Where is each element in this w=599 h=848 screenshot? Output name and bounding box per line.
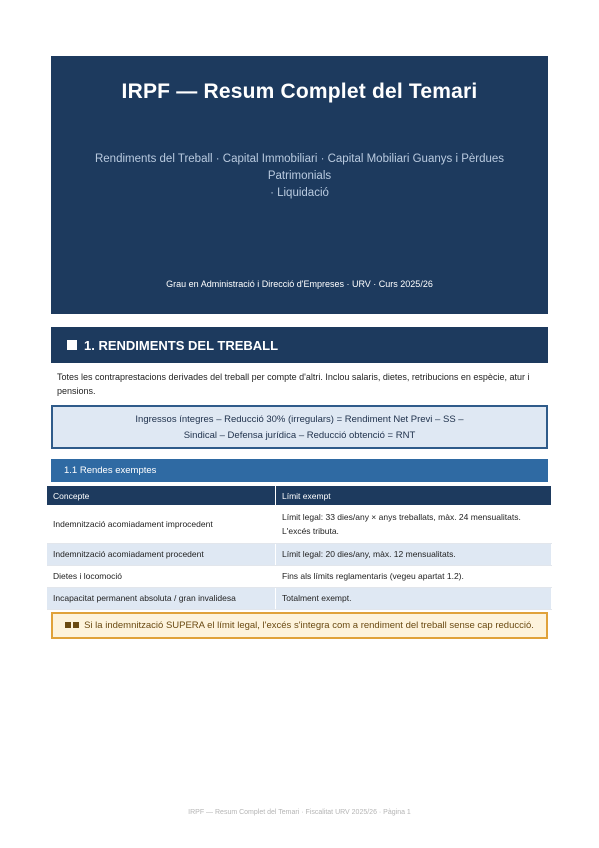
cell-concept: Dietes i locomoció [47, 565, 276, 587]
document-title: IRPF — Resum Complet del Temari [121, 80, 478, 103]
warning-icon [65, 622, 71, 628]
page-footer: IRPF — Resum Complet del Temari · Fiscalitat URV 2025/26 · Pàgina 1 [188, 809, 411, 816]
square-bullet-icon [67, 340, 77, 350]
table-row [47, 505, 552, 543]
subtitle-line-2: · Liquidació [270, 187, 329, 199]
table-row [47, 543, 552, 565]
cell-limit: Límit legal: 20 dies/any, màx. 12 mensualitats. [276, 543, 552, 565]
cell-concept: Incapacitat permanent absoluta / gran invalidesa [47, 587, 276, 609]
cell-limit [276, 505, 552, 543]
column-header-concept: Concepte [47, 486, 276, 505]
warning-icon [73, 622, 79, 628]
cell-limit: Fins als límits reglamentaris (vegeu apartat 1.2). [276, 565, 552, 587]
subtitle-line-1: Rendiments del Treball · Capital Immobiliari · Capital Mobiliari Guanys i Pèrdues Patrimonials [94, 153, 505, 182]
warning-text: Si la indemnització SUPERA el límit legal, l'excés s'integra com a rendiment del treball sense cap reducció. [84, 620, 534, 631]
section-heading [51, 327, 548, 363]
cell-limit-line-2: L'excés tributa. [282, 525, 339, 536]
column-header-limit: Límit exempt [276, 486, 552, 505]
table-row [47, 565, 552, 587]
formula-line-1: Ingressos íntegres – Reducció 30% (irregulars) = Rendiment Net Previ – SS – [135, 414, 464, 425]
cell-limit: Totalment exempt. [276, 587, 552, 609]
formula-box [51, 405, 548, 449]
warning-callout [51, 612, 548, 639]
title-banner [51, 56, 548, 314]
document-subtitle [69, 151, 530, 202]
course-info: Grau en Administració i Direcció d'Empreses · URV · Curs 2025/26 [166, 279, 433, 289]
formula-line-2: Sindical – Defensa jurídica – Reducció obtenció = RNT [183, 430, 416, 441]
cell-concept: Indemnització acomiadament improcedent [47, 505, 276, 543]
section-intro: Totes les contraprestacions derivades del treball per compte d'altri. Inclou salaris, dietes, retribucions en espècie, atur i pensions. [57, 372, 530, 396]
section-title: 1. RENDIMENTS DEL TREBALL [84, 337, 279, 353]
cell-concept: Indemnització acomiadament procedent [47, 543, 276, 565]
exempt-income-table [47, 486, 552, 610]
cell-limit-line-1: Límit legal: 33 dies/any × anys treballats, màx. 24 mensualitats. [282, 511, 521, 522]
subsection-heading: 1.1 Rendes exemptes [51, 459, 548, 482]
table-row [47, 587, 552, 609]
table-header-row [47, 486, 552, 505]
